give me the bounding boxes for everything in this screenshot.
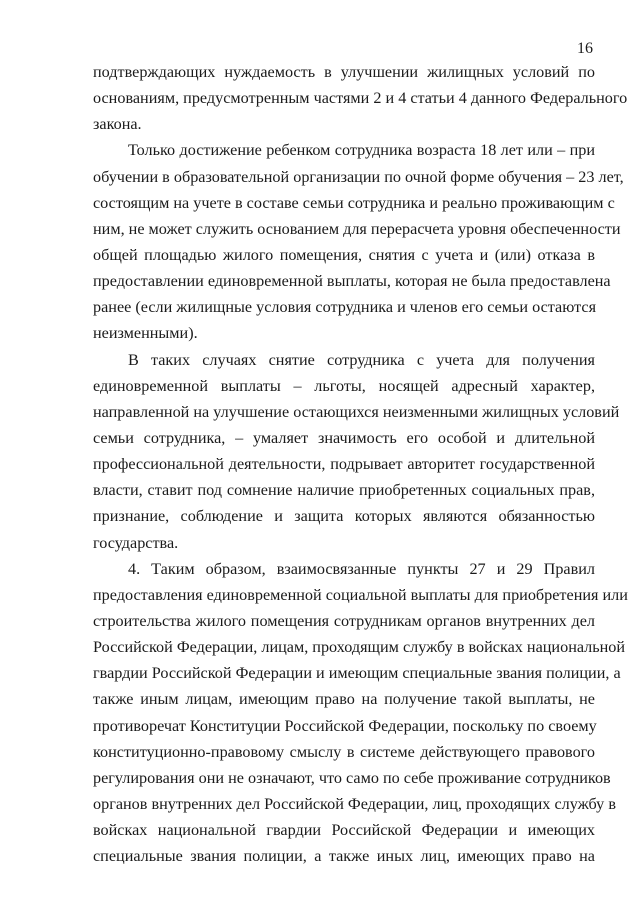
text-line: предоставления единовременной социальной выплаты для приобретения или (93, 585, 628, 604)
text-line: также иным лицам, имеющим право на получение такой выплаты, не (93, 690, 595, 709)
text-line: специальные звания полиции, а также иных лиц, имеющих право на (93, 847, 595, 866)
text-line: признание, соблюдение и защита которых являются обязанностью (93, 507, 595, 526)
text-line: семьи сотрудника, – умаляет значимость его особой и длительной (93, 428, 595, 447)
paragraph-first-line: Только достижение ребенком сотрудника возраста 18 лет или – при (128, 141, 595, 160)
text-line: власти, ставит под сомнение наличие приобретенных социальных прав, (93, 481, 595, 500)
text-line: ним, не может служить основанием для перерасчета уровня обеспеченности (93, 219, 621, 238)
text-line: закона. (93, 115, 142, 134)
text-line: основаниям, предусмотренным частями 2 и 4 статьи 4 данного Федерального (93, 89, 628, 108)
text-line: Российской Федерации, лицам, проходящим службу в войсках национальной (93, 638, 626, 657)
text-line: ранее (если жилищные условия сотрудника и членов его семьи остаются (93, 298, 597, 317)
text-line: единовременной выплаты – льготы, носящей адресный характер, (93, 376, 595, 395)
text-line: конституционно-правовому смыслу в системе действующего правового (93, 742, 595, 761)
paragraph-first-line: В таких случаях снятие сотрудника с учета для получения (128, 350, 595, 369)
text-line: состоящим на учете в составе семьи сотрудника и реально проживающим с (93, 193, 615, 212)
text-line: подтверждающих нуждаемость в улучшении жилищных условий по (93, 63, 595, 81)
text-line: органов внутренних дел Российской Федерации, лиц, проходящих службу в (93, 794, 616, 813)
text-line: профессиональной деятельности, подрывает авторитет государственной (93, 455, 595, 474)
text-line: направленной на улучшение остающихся неизменными жилищных условий (93, 402, 620, 421)
text-line: общей площадью жилого помещения, снятия с учета и (или) отказа в (93, 245, 595, 264)
text-line: государства. (93, 533, 179, 552)
text-line: регулирования они не означают, что само по себе проживание сотрудников (93, 768, 611, 787)
text-line: противоречат Конституции Российской Федерации, поскольку по своему (93, 716, 597, 735)
text-line: неизменными). (93, 324, 198, 343)
text-line: войсках национальной гвардии Российской Федерации и имеющих (93, 821, 595, 840)
page-number: 16 (577, 40, 593, 57)
text-line: гвардии Российской Федерации и имеющим специальные звания полиции, а (93, 664, 621, 683)
document-body (93, 59, 628, 869)
text-line: обучении в образовательной организации по очной форме обучения – 23 лет, (93, 167, 624, 186)
text-line: строительства жилого помещения сотрудникам органов внутренних дел (93, 611, 595, 630)
paragraph-first-line: 4. Таким образом, взаимосвязанные пункты 27 и 29 Правил (128, 559, 595, 578)
text-line: предоставлении единовременной выплаты, которая не была предоставлена (93, 272, 611, 291)
